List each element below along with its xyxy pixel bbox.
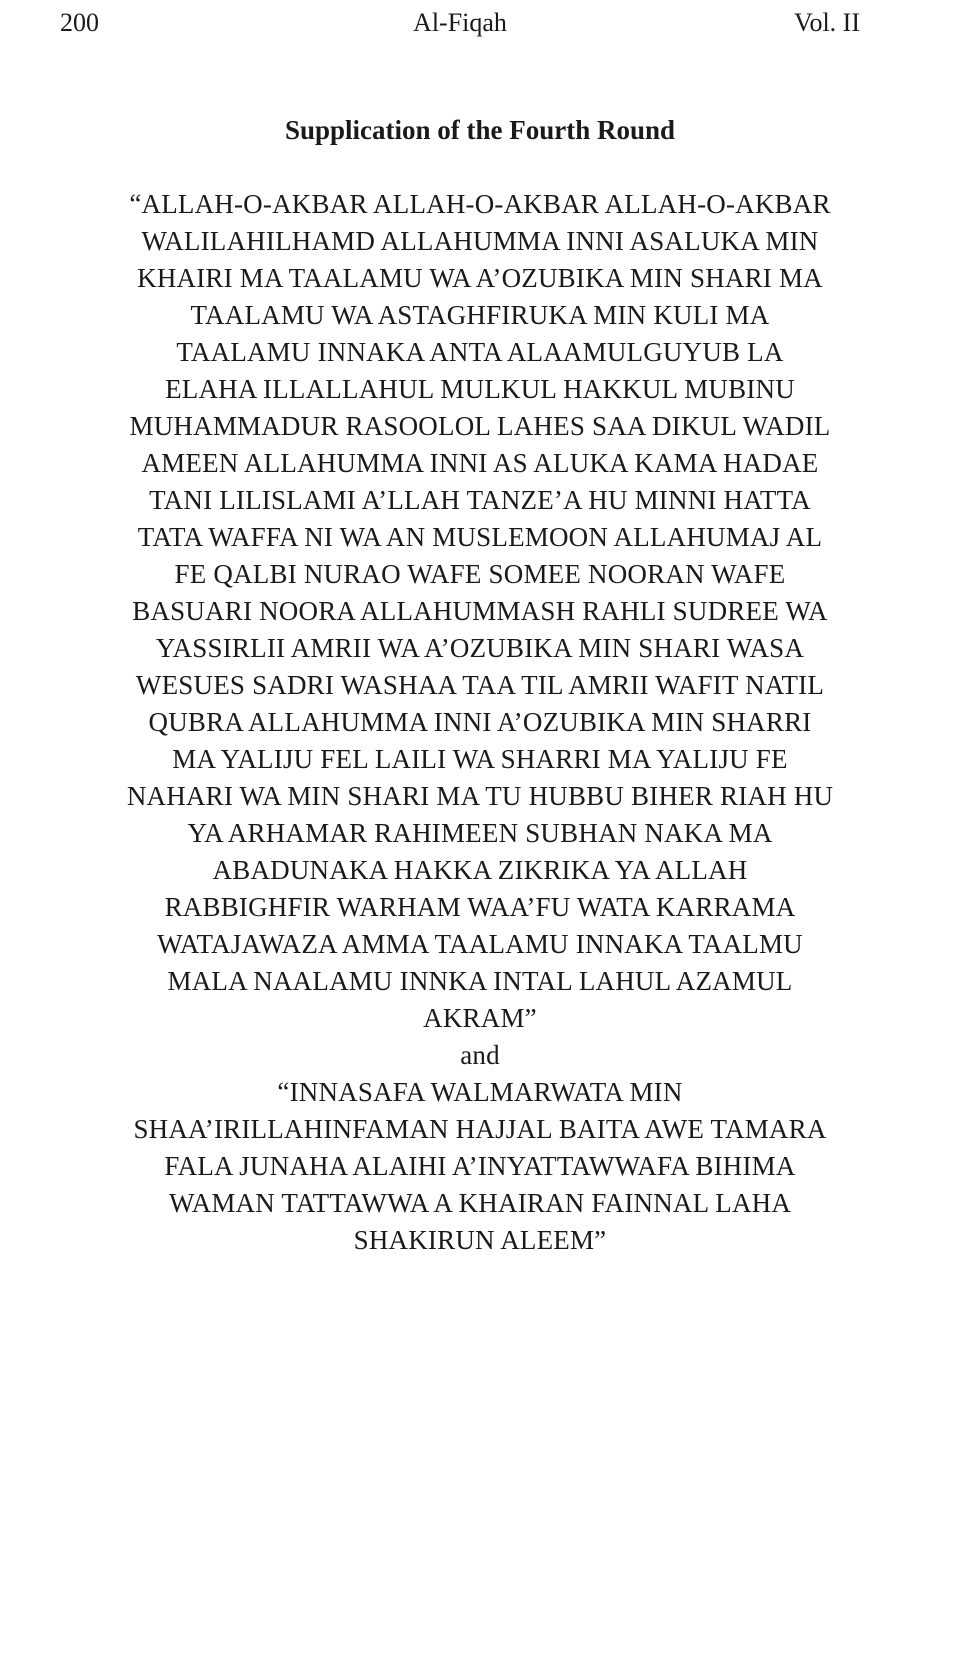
supplication-block-1	[50, 186, 910, 1037]
text-line: TATA WAFFA NI WA AN MUSLEMOON ALLAHUMAJ AL	[137, 522, 823, 552]
supplication-text	[50, 186, 910, 1259]
text-line: ELAHA ILLALLAHUL MULKUL HAKKUL MUBINU	[165, 374, 795, 404]
text-line: “ALLAH-O-AKBAR ALLAH-O-AKBAR ALLAH-O-AKBAR	[129, 189, 831, 219]
text-line: “INNASAFA WALMARWATA MIN	[277, 1077, 683, 1107]
text-line: MA YALIJU FEL LAILI WA SHARRI MA YALIJU FE	[172, 744, 788, 774]
volume-label: Vol. II	[794, 8, 860, 37]
text-line: SHAKIRUN ALEEM”	[353, 1225, 607, 1255]
text-line: BASUARI NOORA ALLAHUMMASH RAHLI SUDREE WA	[132, 596, 828, 626]
text-line: WAMAN TATTAWWA A KHAIRAN FAINNAL LAHA	[168, 1188, 792, 1218]
text-line: WALILAHILHAMD ALLAHUMMA INNI ASALUKA MIN	[141, 226, 819, 256]
text-line: TAALAMU WA ASTAGHFIRUKA MIN KULI MA	[190, 300, 770, 330]
text-line: YA ARHAMAR RAHIMEEN SUBHAN NAKA MA	[187, 818, 773, 848]
text-line: TAALAMU INNAKA ANTA ALAAMULGUYUB LA	[176, 337, 784, 367]
text-line: WESUES SADRI WASHAA TAA TIL AMRII WAFIT NATIL	[135, 670, 825, 700]
text-line: MUHAMMADUR RASOOLOL LAHES SAA DIKUL WADIL	[129, 411, 831, 441]
text-line: QUBRA ALLAHUMMA INNI A’OZUBIKA MIN SHARRI	[148, 707, 812, 737]
text-line: WATAJAWAZA AMMA TAALAMU INNAKA TAALMU	[157, 929, 803, 959]
page-number: 200	[60, 8, 99, 37]
text-line: NAHARI WA MIN SHARI MA TU HUBBU BIHER RIAH HU	[126, 781, 834, 811]
section-heading: Supplication of the Fourth Round	[284, 115, 676, 145]
text-line: RABBIGHFIR WARHAM WAA’FU WATA KARRAMA	[164, 892, 796, 922]
text-line: FALA JUNAHA ALAIHI A’INYATTAWWAFA BIHIMA	[164, 1151, 796, 1181]
text-line: YASSIRLII AMRII WA A’OZUBIKA MIN SHARI WASA	[155, 633, 805, 663]
supplication-block-2	[50, 1074, 910, 1259]
text-line: AKRAM”	[423, 1003, 537, 1033]
connector-word: and	[460, 1040, 500, 1070]
text-line: FE QALBI NURAO WAFE SOMEE NOORAN WAFE	[174, 559, 786, 589]
running-header	[60, 6, 860, 40]
text-line: ABADUNAKA HAKKA ZIKRIKA YA ALLAH	[212, 855, 748, 885]
text-line: TANI LILISLAMI A’LLAH TANZE’A HU MINNI HATTA	[149, 485, 811, 515]
text-line: SHAA’IRILLAHINFAMAN HAJJAL BAITA AWE TAMARA	[133, 1114, 827, 1144]
book-title: Al-Fiqah	[413, 8, 507, 37]
text-line: MALA NAALAMU INNKA INTAL LAHUL AZAMUL	[167, 966, 793, 996]
text-line: KHAIRI MA TAALAMU WA A’OZUBIKA MIN SHARI MA	[137, 263, 823, 293]
text-line: AMEEN ALLAHUMMA INNI AS ALUKA KAMA HADAE	[141, 448, 819, 478]
